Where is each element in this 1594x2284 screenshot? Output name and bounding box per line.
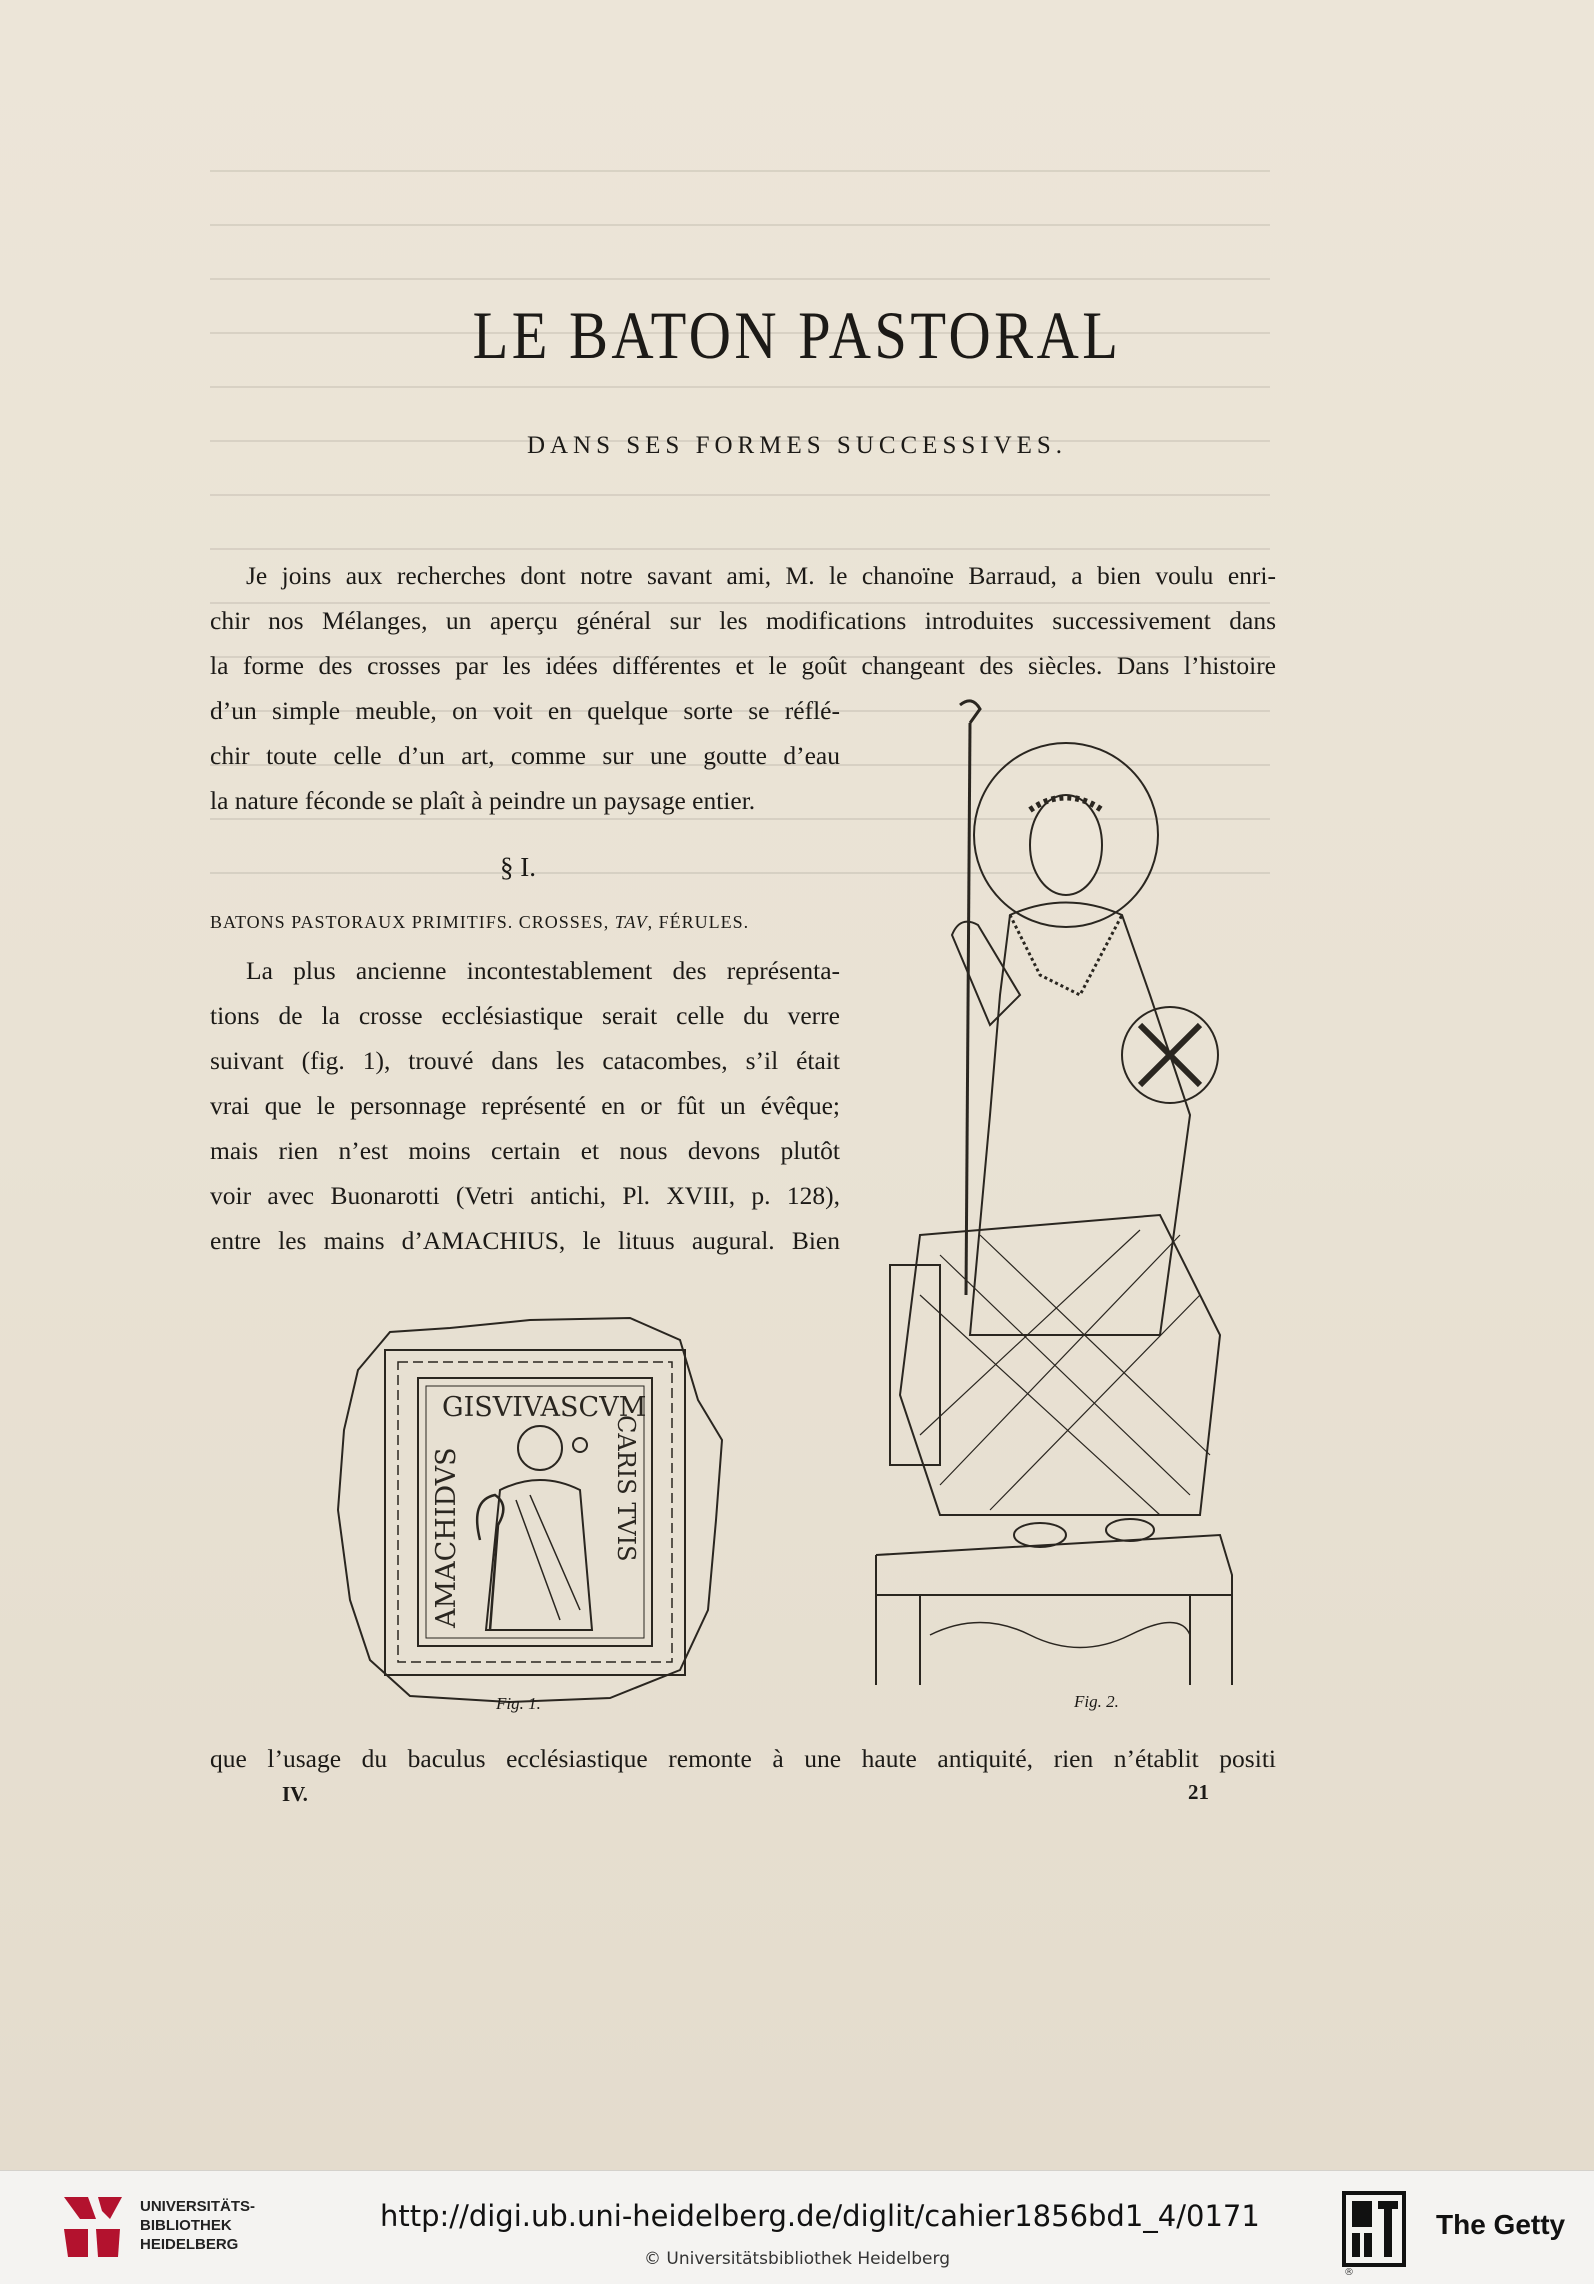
main-line-5: mais rien n’est moins certain et nous devons plutôt: [210, 1136, 840, 1165]
figure-2-seated-figure: [860, 695, 1260, 1695]
main-line-3: suivant (fig. 1), trouvé dans les catacombes, s’il était: [210, 1046, 840, 1075]
signature-mark: IV.: [282, 1782, 308, 1806]
library-name-line-2: BIBLIOTHEK: [140, 2217, 232, 2234]
intro-line-1: Je joins aux recherches dont notre savant ami, M. le chanoïne Barraud, a bien voulu enri-: [246, 561, 1276, 590]
main-line-4: vrai que le personnage représenté en or fût un évêque;: [210, 1091, 840, 1120]
intro-line-2: chir nos Mélanges, un aperçu général sur les modifications introduites successivement dans: [210, 606, 1276, 635]
section-heading-part-b: , FÉRULES.: [647, 912, 750, 932]
section-heading: [210, 912, 840, 933]
page-subtitle: DANS SES FORMES SUCCESSIVES.: [526, 432, 1068, 459]
figure-1-caption: Fig. 1.: [496, 1694, 541, 1713]
getty-logo-icon: [1340, 2189, 1410, 2269]
main-line-7: entre les mains d’AMACHIUS, le lituus augural. Bien: [210, 1226, 840, 1255]
figure-1-gold-glass: [330, 1310, 730, 1710]
intro-line-5: chir toute celle d’un art, comme sur une goutte d’eau: [210, 741, 840, 770]
main-line-2: tions de la crosse ecclésiastique serait celle du verre: [210, 1001, 840, 1030]
getty-name: The Getty: [1436, 2209, 1566, 2240]
fig1-inscription-right: CARIS TVIS: [612, 1415, 640, 1562]
fig1-inscription-top: GISVIVASCVM: [442, 1392, 647, 1423]
section-heading-tav: TAV: [614, 912, 648, 932]
copyright-notice: © Universitätsbibliothek Heidelberg: [643, 2249, 950, 2269]
intro-line-4: d’un simple meuble, on voit en quelque sorte se réflé-: [210, 696, 840, 725]
main-line-6: voir avec Buonarotti (Vetri antichi, Pl. XVIII, p. 128),: [210, 1181, 840, 1210]
figure-2-caption: Fig. 2.: [1074, 1692, 1119, 1711]
library-name-line-1: UNIVERSITÄTS-: [140, 2198, 256, 2215]
section-heading-part-a: BATONS PASTORAUX PRIMITIFS. CROSSES,: [210, 912, 615, 932]
page-title: LE BATON PASTORAL: [472, 297, 1122, 373]
main-line-1: La plus ancienne incontestablement des représenta-: [246, 956, 840, 985]
library-name-line-3: HEIDELBERG: [140, 2236, 239, 2253]
main-paragraph: [210, 948, 840, 1263]
section-number: § I.: [500, 852, 536, 882]
intro-line-6: la nature féconde se plaît à peindre un paysage entier.: [210, 786, 756, 815]
bottom-line: que l’usage du baculus ecclésiastique remonte à une haute antiquité, rien n’établit positi: [210, 1744, 1276, 1773]
intro-line-3: la forme des crosses par les idées différentes et le goût changeant des siècles. Dans l’histoire: [210, 651, 1276, 680]
permalink-url[interactable]: http://digi.ub.uni-heidelberg.de/diglit/cahier1856bd1_4/0171: [380, 2199, 1260, 2233]
footer-bar: [0, 2170, 1594, 2284]
fig1-inscription-left: AMACHIDVS: [431, 1447, 462, 1628]
university-library-name: [140, 2197, 255, 2254]
registered-mark: ®: [1344, 2267, 1354, 2278]
page-number: 21: [1188, 1780, 1209, 1804]
